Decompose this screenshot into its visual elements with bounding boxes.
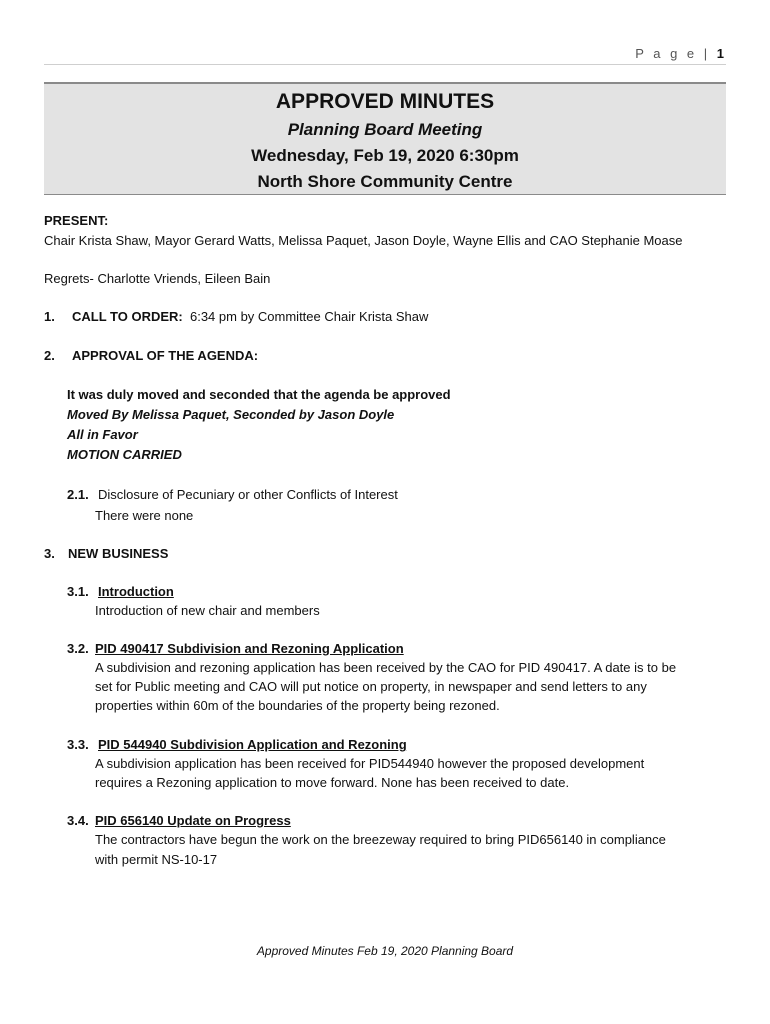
page-footer: Approved Minutes Feb 19, 2020 Planning Board (256, 944, 514, 958)
item-3-4-number: 3.4. (67, 813, 89, 828)
item-3-3-line: requires a Rezoning application to move forward. None has been received to date. (95, 775, 570, 790)
present-names: Chair Krista Shaw, Mayor Gerard Watts, Melissa Paquet, Jason Doyle, Wayne Ellis and CAO Stephanie Moase (44, 233, 683, 248)
section-3-number: 3. (44, 546, 55, 561)
title-banner (44, 82, 726, 195)
motion-vote: All in Favor (67, 427, 138, 442)
item-3-4-title: PID 656140 Update on Progress (95, 813, 291, 828)
item-3-2-title: PID 490417 Subdivision and Rezoning Application (95, 641, 404, 656)
item-3-2-line: set for Public meeting and CAO will put notice on property, in newspaper and send letters to any (95, 679, 647, 694)
regrets: Regrets- Charlotte Vriends, Eileen Bain (44, 271, 271, 286)
item-3-1-line: Introduction of new chair and members (95, 603, 320, 618)
present-label: PRESENT: (44, 213, 109, 228)
section-1-text: 6:34 pm by Committee Chair Krista Shaw (189, 309, 429, 324)
section-2-title: APPROVAL OF THE AGENDA: (72, 348, 259, 363)
page-number-header (635, 46, 724, 61)
header-divider (44, 64, 726, 65)
subsection-2-1-text: There were none (95, 508, 194, 523)
item-3-1-number: 3.1. (67, 584, 89, 599)
item-3-3-number: 3.3. (67, 737, 89, 752)
item-3-2-number: 3.2. (67, 641, 89, 656)
motion-moved-by: Moved By Melissa Paquet, Seconded by Jason Doyle (67, 407, 395, 422)
document-title: APPROVED MINUTES (275, 90, 495, 113)
item-3-4-line: The contractors have begun the work on the breezeway required to bring PID656140 in compliance (95, 832, 666, 847)
subsection-2-1-title: Disclosure of Pecuniary or other Conflicts of Interest (98, 487, 398, 502)
section-2-number: 2. (44, 348, 55, 363)
meeting-name: Planning Board Meeting (287, 120, 483, 139)
motion-result: MOTION CARRIED (67, 447, 182, 462)
section-3-title: NEW BUSINESS (68, 546, 169, 561)
section-1-number: 1. (44, 309, 55, 324)
page-number: 1 (716, 46, 724, 61)
item-3-2-line: A subdivision and rezoning application has been received by the CAO for PID 490417. A date is to be (95, 660, 677, 675)
meeting-date: Wednesday, Feb 19, 2020 6:30pm (251, 146, 519, 165)
section-1-title: CALL TO ORDER: (72, 309, 183, 324)
item-3-4-line: with permit NS-10-17 (95, 852, 218, 867)
meeting-location: North Shore Community Centre (257, 172, 513, 191)
item-3-3-title: PID 544940 Subdivision Application and Rezoning (98, 737, 407, 752)
page-label: P a g e | (635, 46, 711, 61)
item-3-2-line: properties within 60m of the boundaries of the property being rezoned. (95, 698, 500, 713)
section-1-line (72, 307, 428, 326)
motion-text: It was duly moved and seconded that the agenda be approved (67, 387, 451, 402)
item-3-1-title: Introduction (98, 584, 174, 599)
item-3-3-line: A subdivision application has been received for PID544940 however the proposed development (95, 756, 645, 771)
subsection-2-1-number: 2.1. (67, 487, 89, 502)
